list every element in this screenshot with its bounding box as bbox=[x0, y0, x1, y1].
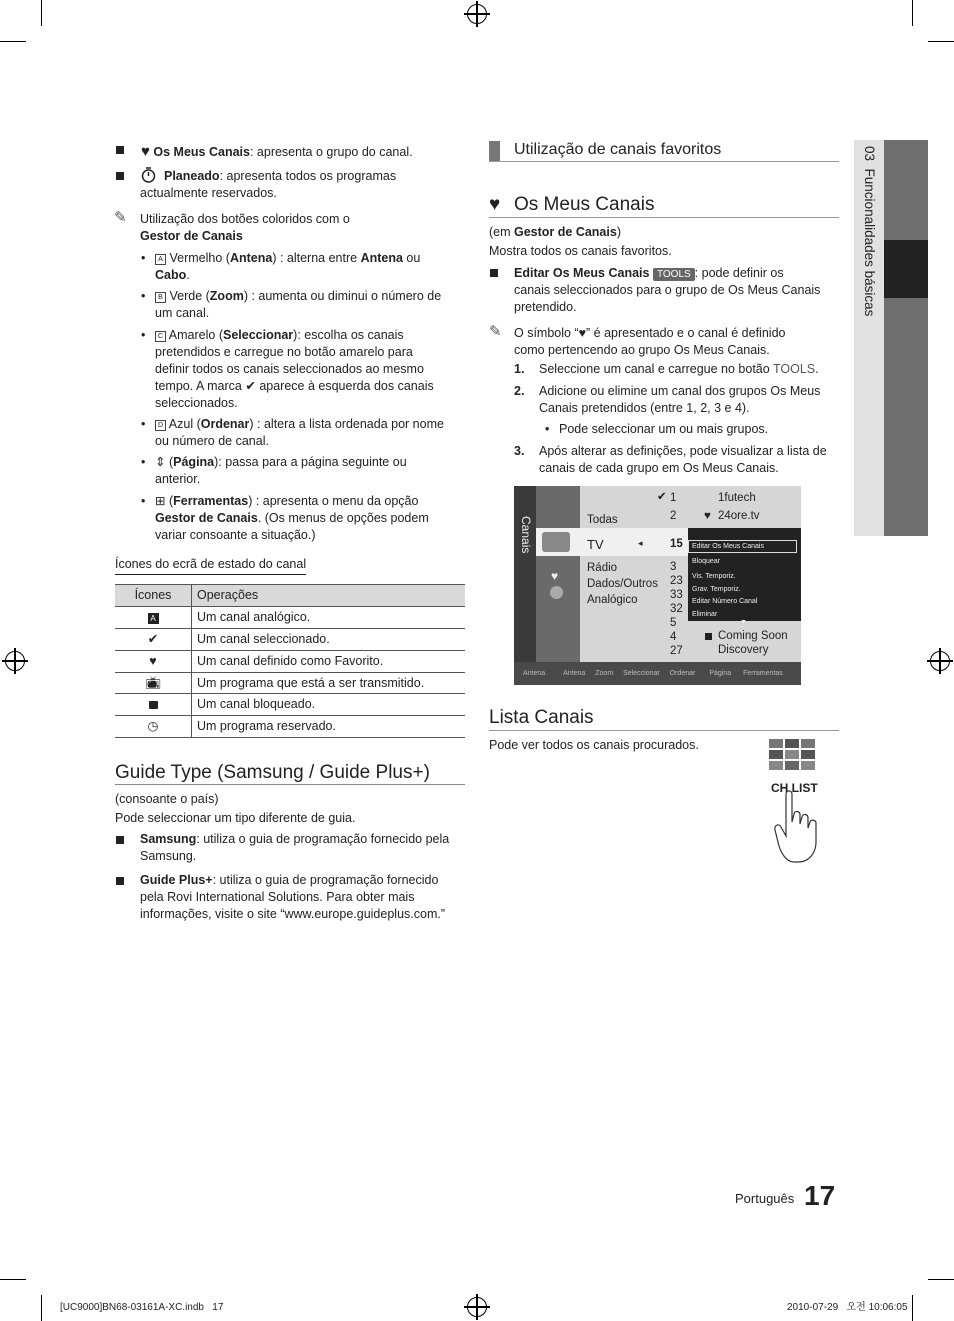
divider bbox=[115, 784, 465, 785]
osd-menu-item: Editar Os Meus Canais bbox=[692, 543, 764, 550]
crop-mark bbox=[0, 1279, 26, 1280]
osd-number: 15 bbox=[670, 538, 683, 550]
footer-date: 2010-07-29 오전 10:06:05 bbox=[787, 1302, 908, 1313]
tools-badge: TOOLS bbox=[653, 268, 695, 281]
table-row: ♥ Um canal definido como Favorito. bbox=[115, 650, 465, 672]
step-2-sub: • Pode seleccionar um ou mais grupos. bbox=[559, 421, 768, 438]
step-1: Seleccione um canal e carregue no botão TOOLS. bbox=[539, 362, 819, 376]
crop-mark bbox=[912, 0, 913, 26]
divider bbox=[489, 161, 839, 162]
table-header-operacoes: Operações bbox=[192, 585, 466, 607]
crop-mark bbox=[928, 41, 954, 42]
check-icon: ✔ bbox=[147, 631, 159, 646]
bullet-guide-plus: Guide Plus+: utiliza o guia de programação fornecido pela Rovi International Solutions. Para obter mais informações, visite o site “www.europe.guideplus.com.” bbox=[140, 873, 445, 921]
osd-side-label: Canais bbox=[519, 516, 533, 554]
sub-vermelho: • A Vermelho (Antena) : alterna entre Antena ou Cabo. bbox=[155, 250, 465, 284]
note-symbol: O símbolo “♥” é apresentado e o canal é definido como pertencendo ao grupo Os Meus Canais. bbox=[514, 326, 786, 357]
note-pencil-icon: ✎ bbox=[114, 209, 127, 226]
satellite-icon bbox=[542, 532, 570, 552]
sub-ferramentas: • ⊞ (Ferramentas) : apresenta o menu da opção Gestor de Canais. (Os menus de opções podem variar consoante a situação.) bbox=[155, 493, 465, 544]
section-title: Utilização de canais favoritos bbox=[514, 141, 722, 158]
guide-type-heading: Guide Type (Samsung / Guide Plus+) bbox=[115, 762, 430, 783]
bullet-square-icon bbox=[116, 172, 124, 180]
sub-pagina: • ⇕ (Página): passa para a página seguinte ou anterior. bbox=[155, 454, 465, 488]
osd-group: Dados/Outros bbox=[587, 578, 658, 590]
osd-channel-name: Coming Soon bbox=[718, 630, 788, 642]
osd-number: 27 bbox=[670, 645, 683, 657]
osd-channel-name: 24ore.tv bbox=[718, 510, 760, 522]
osd-menu-item: Grav. Temporiz. bbox=[692, 586, 741, 593]
chapter-title: Funcionalidades básicas bbox=[862, 168, 877, 317]
heart-icon: ♥ bbox=[489, 194, 501, 215]
osd-arrow-left-icon: ◂ bbox=[638, 538, 643, 548]
table-row: A Um canal analógico. bbox=[115, 606, 465, 628]
registration-mark-icon bbox=[467, 1297, 487, 1317]
registration-mark-icon bbox=[930, 651, 950, 671]
bullet-square-icon bbox=[116, 836, 124, 844]
chapter-number: 03 bbox=[862, 146, 877, 162]
table-row: ✔ Um canal seleccionado. bbox=[115, 628, 465, 650]
crop-mark bbox=[928, 1279, 954, 1280]
bullet-samsung: Samsung: utiliza o guia de programação fornecido pela Samsung. bbox=[140, 832, 450, 863]
lista-canais-text: Pode ver todos os canais procurados. bbox=[489, 738, 699, 752]
divider bbox=[489, 217, 839, 218]
lista-canais-heading: Lista Canais bbox=[489, 707, 594, 728]
red-button-icon: A bbox=[155, 254, 166, 265]
chapter-tab-marker bbox=[884, 240, 928, 298]
osd-number: 32 bbox=[670, 603, 683, 615]
check-icon: ✔ bbox=[245, 378, 256, 393]
step-2: Adicione ou elimine um canal dos grupos Os Meus Canais pretendidos (entre 1, 2, 3 e 4). bbox=[539, 384, 821, 415]
os-meus-canais-heading: Os Meus Canais bbox=[514, 194, 655, 215]
step-number: 2. bbox=[514, 384, 525, 398]
osd-number: 1 bbox=[670, 492, 677, 504]
bullet-planeado: Planeado: apresenta todos os programas actualmente reservados. bbox=[140, 169, 397, 200]
page-up-down-icon: ⇕ bbox=[155, 455, 166, 469]
table-header-icones: Ícones bbox=[115, 585, 192, 607]
osd-number: 4 bbox=[670, 631, 677, 643]
step-number: 3. bbox=[514, 444, 525, 458]
bullet-square-icon bbox=[116, 146, 124, 154]
registration-mark-icon bbox=[5, 651, 25, 671]
analog-icon: A bbox=[148, 613, 159, 624]
osd-number: 33 bbox=[670, 589, 683, 601]
table-row: 📺︎ Um programa que está a ser transmitido. bbox=[115, 672, 465, 694]
step-number: 1. bbox=[514, 362, 525, 376]
osd-tools-menu bbox=[688, 528, 801, 621]
yellow-button-icon: C bbox=[155, 331, 166, 342]
chapter-label bbox=[858, 146, 878, 406]
bullet-square-icon bbox=[116, 877, 124, 885]
bullet-editar: Editar Os Meus Canais TOOLS : pode definir os canais seleccionados para o grupo de Os Meus Canais pretendido. bbox=[514, 266, 821, 314]
crop-mark bbox=[41, 0, 42, 26]
mostra-text: Mostra todos os canais favoritos. bbox=[489, 244, 672, 258]
ch-list-button-icon bbox=[768, 738, 818, 772]
osd-bottom-bar: Antena Antena Zoom Seleccionar Ordenar Página Ferramentas bbox=[514, 662, 801, 685]
sub-azul: • D Azul (Ordenar) : altera a lista ordenada por nome ou número de canal. bbox=[155, 416, 465, 450]
page-number: 17 bbox=[804, 1180, 836, 1211]
osd-menu-item: Bloquear bbox=[692, 558, 721, 565]
table-title: Ícones do ecrã de estado do canal bbox=[115, 556, 306, 575]
lock-icon bbox=[149, 701, 158, 709]
osd-menu-item: Editar Número Canal bbox=[692, 598, 758, 605]
green-button-icon: B bbox=[155, 292, 166, 303]
tools-icon: ⊞ bbox=[155, 494, 166, 508]
guide-country-note: (consoante o país) bbox=[115, 792, 219, 806]
tv-icon: 📺︎ bbox=[145, 675, 161, 690]
chapter-tab-band bbox=[884, 140, 928, 536]
osd-menu-item: Eliminar bbox=[692, 611, 718, 618]
guide-intro: Pode seleccionar um tipo diferente de guia. bbox=[115, 811, 356, 825]
osd-channel-name: Discovery bbox=[718, 644, 769, 656]
footer-language: Português bbox=[735, 1191, 795, 1206]
osd-menu-item: Vis. Temporiz. bbox=[692, 573, 736, 580]
heart-icon: ♥ bbox=[551, 569, 559, 583]
osd-group: Todas bbox=[587, 514, 618, 526]
crop-mark bbox=[41, 1295, 42, 1321]
heart-icon: ♥ bbox=[149, 653, 157, 668]
heart-icon: ♥ bbox=[141, 143, 150, 160]
step-3: Após alterar as definições, pode visualizar a lista de canais de cada grupo em Os Meus Canais. bbox=[539, 444, 827, 475]
osd-group: Analógico bbox=[587, 594, 638, 606]
osd-number: 3 bbox=[670, 561, 677, 573]
table-row: Um canal bloqueado. bbox=[115, 694, 465, 716]
heart-icon: ♥ bbox=[704, 510, 711, 522]
osd-number: 5 bbox=[670, 617, 677, 629]
clock-icon: ◷ bbox=[147, 719, 159, 734]
osd-channel-name: 1futech bbox=[718, 492, 756, 504]
pointing-hand-icon bbox=[772, 790, 828, 870]
osd-group: TV bbox=[587, 537, 604, 552]
crop-mark bbox=[912, 1295, 913, 1321]
osd-number: 2 bbox=[670, 510, 677, 522]
divider bbox=[489, 730, 839, 731]
table-row: ◷ Um programa reservado. bbox=[115, 716, 465, 738]
crop-mark bbox=[0, 41, 26, 42]
osd-side-label-wrap bbox=[516, 516, 534, 576]
lock-icon bbox=[705, 633, 712, 640]
sub-verde: • B Verde (Zoom) : aumenta ou diminui o número de um canal. bbox=[155, 288, 465, 322]
ch-list-label: CH LIST bbox=[771, 781, 818, 795]
status-icons-table bbox=[115, 584, 465, 738]
osd-menu-arrow-down-icon: ▼ bbox=[740, 619, 747, 626]
sub-amarelo: • C Amarelo (Seleccionar): escolha os canais pretendidos e carregue no botão amarelo para definir todos os canais seleccionados ao mesmo tempo. A marca ✔ aparece à esquerda dos canais seleccionados. bbox=[155, 327, 465, 411]
note-colored-buttons: Utilização dos botões coloridos com o Gestor de Canais bbox=[140, 212, 350, 243]
check-icon: ✔ bbox=[657, 491, 667, 503]
footer-file: [UC9000]BN68-03161A-XC.indb 17 bbox=[60, 1302, 224, 1313]
blue-button-icon: D bbox=[155, 420, 166, 431]
em-gestor: (em Gestor de Canais) bbox=[489, 225, 621, 239]
osd-group: Rádio bbox=[587, 562, 618, 574]
bullet-square-icon bbox=[490, 269, 498, 277]
osd-number: 23 bbox=[670, 575, 683, 587]
registration-mark-icon bbox=[467, 4, 487, 24]
globe-icon bbox=[550, 586, 563, 599]
section-marker bbox=[489, 141, 500, 161]
bullet-os-meus-canais: ♥ Os Meus Canais: apresenta o grupo do canal. bbox=[141, 143, 413, 160]
note-pencil-icon: ✎ bbox=[489, 323, 502, 340]
